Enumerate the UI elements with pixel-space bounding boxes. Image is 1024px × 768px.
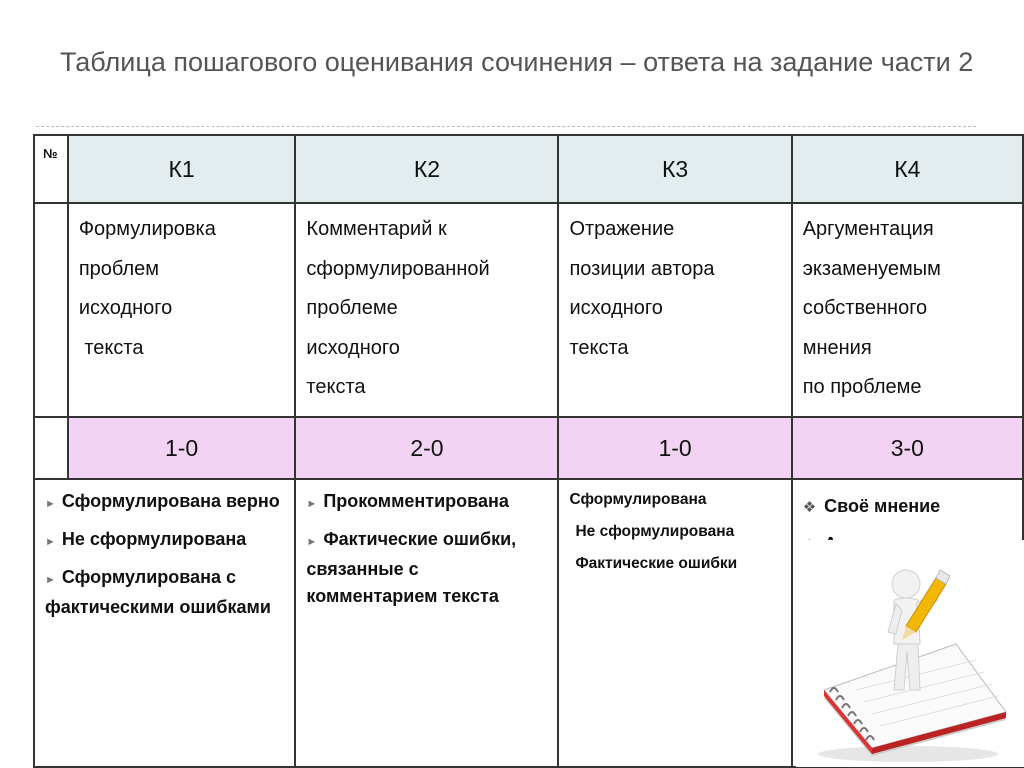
bullet-arrow-icon: ► (45, 574, 56, 586)
score-number-cell (34, 417, 68, 479)
header-row (34, 135, 1023, 203)
slide-title: Таблица пошагового оценивания сочинения – ответа на задание части 2 (60, 47, 974, 77)
description-line: исходного (78, 297, 173, 319)
score-k3: 1-0 (558, 417, 791, 479)
score-k2: 2-0 (295, 417, 558, 479)
description-line: исходного (306, 336, 400, 359)
description-row (34, 203, 1023, 417)
score-row (34, 417, 1023, 479)
criteria-text: Прокомментирована (323, 491, 509, 511)
score-k1: 1-0 (68, 417, 296, 479)
criteria-text: Сформулирована с фактическими ошибками (45, 567, 271, 617)
description-line: собственного (802, 297, 928, 319)
criteria-k1 (34, 479, 295, 767)
list-item (569, 548, 782, 580)
description-line: текста (306, 376, 366, 398)
criteria-k2 (295, 479, 558, 767)
score-k4: 3-0 (792, 417, 1023, 479)
header-k4: К4 (792, 135, 1023, 203)
description-line: Аргументация (802, 218, 934, 240)
person-with-pencil-on-notepad-icon (796, 540, 1024, 767)
description-k1 (68, 203, 296, 417)
list-item (569, 516, 782, 548)
description-k2 (295, 203, 558, 417)
description-line: сформулированной (306, 257, 490, 280)
list-item (45, 488, 286, 518)
list-item (306, 488, 549, 518)
description-line: по проблеме (802, 376, 922, 398)
bullet-arrow-icon: ► (45, 498, 56, 510)
description-line: текста (78, 336, 144, 359)
list-item (45, 526, 286, 556)
criteria-text: Фактические ошибки, связанные с комментарием текста (306, 529, 517, 606)
description-line: исходного (569, 297, 663, 319)
criteria-text: Своё мнение (824, 496, 941, 516)
title-divider (36, 126, 976, 127)
description-line: экзаменуемым (802, 257, 941, 280)
bullet-arrow-icon: ► (306, 498, 318, 510)
header-k3: К3 (558, 135, 791, 203)
description-line: позиции автора (569, 257, 715, 280)
bullet-arrow-icon: ► (306, 536, 318, 548)
header-k2: К2 (295, 135, 558, 203)
description-line: Комментарий к (306, 218, 447, 240)
description-line: Формулировка (78, 218, 216, 240)
list-item (45, 564, 286, 621)
list-item (803, 488, 1014, 526)
description-k3 (558, 203, 791, 417)
criteria-text: Сформулирована верно (61, 491, 280, 511)
bullet-diamond-icon: ❖ (802, 499, 817, 516)
description-line: текста (569, 336, 629, 359)
description-line: проблем (78, 257, 159, 280)
list-item (306, 526, 549, 610)
criteria-k3 (558, 479, 791, 767)
bullet-arrow-icon: ► (45, 536, 56, 548)
description-k4 (792, 203, 1023, 417)
description-line: проблеме (306, 297, 398, 319)
description-number-cell (34, 203, 68, 417)
header-k1: К1 (68, 135, 296, 203)
criteria-text: Не сформулирована (61, 529, 247, 549)
criteria-text: Не сформулирована (575, 523, 735, 540)
description-line: Отражение (569, 218, 675, 240)
criteria-text: Фактические ошибки (575, 555, 738, 572)
list-item (569, 484, 782, 516)
description-line: мнения (802, 336, 872, 359)
criteria-text: Сформулирована (569, 491, 707, 508)
number-header: № (34, 135, 68, 203)
